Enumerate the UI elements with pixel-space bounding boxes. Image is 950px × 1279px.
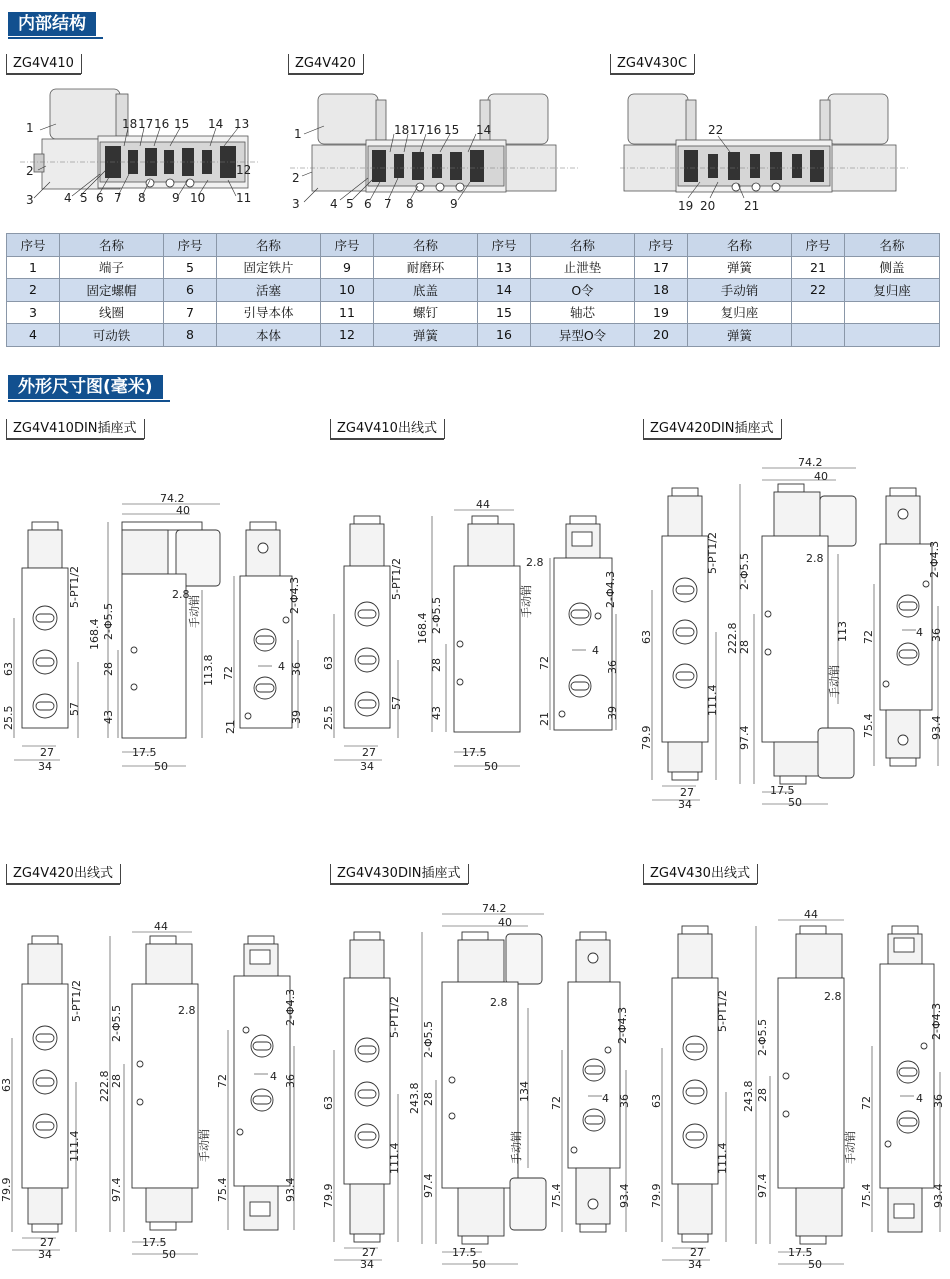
dim-w34: 34 [688, 1258, 702, 1271]
dim-d55: 2-Φ5.5 [756, 1018, 769, 1056]
table-cell: 耐磨环 [374, 256, 478, 279]
section-title-internal: 内部结构 [8, 12, 96, 36]
callout-6: 6 [96, 191, 104, 205]
dim-h72: 72 [216, 1074, 229, 1088]
table-cell: 固定螺帽 [60, 279, 164, 302]
callout-21: 21 [744, 199, 760, 213]
dim-drawing-zg4v410-din [0, 490, 318, 780]
model-tag-zg4v420-wire: ZG4V420出线式 [6, 864, 121, 884]
table-cell: 轴芯 [531, 301, 635, 324]
dim-h28: 28 [422, 1092, 435, 1106]
dim-w34: 34 [38, 1248, 52, 1261]
table-cell: 端子 [60, 256, 164, 279]
table-cell: 1 [7, 256, 60, 279]
dim-d43: 2-Φ4.3 [930, 1002, 943, 1040]
dim-h28: 28 [738, 640, 751, 654]
dim-d55: 2-Φ5.5 [422, 1020, 435, 1058]
dim-manual: 手动销 [188, 595, 201, 628]
table-cell: 11 [321, 301, 374, 324]
dim-port: 5-PT1/2 [706, 531, 719, 574]
dim-h934: 93.4 [932, 1183, 945, 1208]
dim-h934: 93.4 [284, 1177, 297, 1202]
callout-7: 7 [114, 191, 122, 205]
dim-h1114: 111.4 [716, 1142, 729, 1174]
dim-h43: 43 [430, 706, 443, 720]
table-cell: 9 [321, 256, 374, 279]
dim-d28: 2.8 [806, 552, 824, 565]
dim-h754: 75.4 [860, 1183, 873, 1208]
dim-drawing-zg4v420-din [640, 454, 950, 809]
table-header: 序号 [478, 234, 531, 257]
dim-h36: 36 [290, 662, 303, 676]
table-cell: 固定铁片 [217, 256, 321, 279]
dim-drawing-zg4v430-wire [640, 898, 950, 1270]
dim-w40: 40 [176, 504, 190, 517]
callout-8: 8 [138, 191, 146, 205]
callout-18: 18 [394, 123, 410, 137]
callout-20: 20 [700, 199, 716, 213]
dim-w27: 27 [690, 1246, 704, 1259]
callout-10: 10 [190, 191, 206, 205]
dim-d28: 2.8 [526, 556, 544, 569]
dim-h63: 63 [322, 1096, 335, 1110]
table-row [7, 256, 940, 279]
dim-h1684: 168.4 [416, 612, 429, 644]
table-cell: 弹簧 [374, 324, 478, 347]
dim-h72: 72 [538, 656, 551, 670]
callout-17: 17 [138, 117, 154, 131]
table-cell: 22 [792, 279, 845, 302]
dim-port: 5-PT1/2 [70, 979, 83, 1022]
dim-h1114: 111.4 [68, 1130, 81, 1162]
table-header: 序号 [321, 234, 374, 257]
dim-w27: 27 [680, 786, 694, 799]
dim-w40: 40 [498, 916, 512, 929]
table-cell [845, 301, 940, 324]
dim-w4: 4 [602, 1092, 609, 1105]
dim-d28: 2.8 [490, 996, 508, 1009]
callout-12: 12 [236, 163, 252, 177]
dim-h28: 28 [102, 662, 115, 676]
dim-port: 5-PT1/2 [68, 565, 81, 608]
table-cell: 活塞 [217, 279, 321, 302]
callout-16: 16 [426, 123, 442, 137]
table-cell: 15 [478, 301, 531, 324]
table-cell: 引导本体 [217, 301, 321, 324]
table-cell: 5 [164, 256, 217, 279]
dim-w175: 17.5 [142, 1236, 167, 1249]
callout-14: 14 [208, 117, 224, 131]
dim-h63: 63 [2, 662, 15, 676]
dim-w50: 50 [484, 760, 498, 773]
callout-9: 9 [450, 197, 458, 211]
dim-w742: 74.2 [160, 492, 185, 505]
callout-22: 22 [708, 123, 724, 137]
table-cell: 6 [164, 279, 217, 302]
dim-d43: 2-Φ4.3 [288, 576, 301, 614]
dim-h25: 25.5 [322, 705, 335, 730]
dim-h113: 113 [836, 621, 849, 642]
table-cell [845, 324, 940, 347]
callout-17: 17 [410, 123, 426, 137]
table-cell: 16 [478, 324, 531, 347]
model-tag-zg4v430c: ZG4V430C [610, 54, 695, 74]
dim-h799: 79.9 [640, 725, 653, 750]
dim-h1114: 111.4 [388, 1142, 401, 1174]
table-cell: 10 [321, 279, 374, 302]
callout-8: 8 [406, 197, 414, 211]
table-row [7, 279, 940, 302]
dim-w4: 4 [278, 660, 285, 673]
dim-d55: 2-Φ5.5 [102, 602, 115, 640]
table-cell: 止泄垫 [531, 256, 635, 279]
table-cell: 复归座 [688, 301, 792, 324]
dim-h39: 39 [606, 706, 619, 720]
model-tag-zg4v430-din: ZG4V430DIN插座式 [330, 864, 469, 884]
dim-drawing-zg4v420-wire [0, 912, 318, 1262]
dim-h36: 36 [932, 1094, 945, 1108]
dim-d28: 2.8 [178, 1004, 196, 1017]
dim-h754: 75.4 [862, 713, 875, 738]
dim-w27: 27 [40, 1236, 54, 1249]
dim-drawing-zg4v430-din [322, 898, 638, 1270]
model-tag-zg4v420-din: ZG4V420DIN插座式 [643, 419, 782, 439]
dim-w50: 50 [162, 1248, 176, 1261]
dim-h72: 72 [222, 666, 235, 680]
table-cell: 17 [635, 256, 688, 279]
table-cell: 13 [478, 256, 531, 279]
dim-w175: 17.5 [788, 1246, 813, 1259]
dim-h25: 25.5 [2, 705, 15, 730]
dim-h799: 79.9 [0, 1177, 13, 1202]
dim-h974: 97.4 [110, 1177, 123, 1202]
dim-d55: 2-Φ5.5 [738, 552, 751, 590]
callout-11: 11 [236, 191, 252, 205]
dim-h1684: 168.4 [88, 618, 101, 650]
dim-d28: 2.8 [824, 990, 842, 1003]
parts-table [6, 233, 940, 347]
dim-h799: 79.9 [650, 1183, 663, 1208]
callout-5: 5 [80, 191, 88, 205]
callout-2: 2 [26, 164, 34, 178]
table-row [7, 324, 940, 347]
table-cell: 线圈 [60, 301, 164, 324]
dim-h2228: 222.8 [98, 1070, 111, 1102]
table-cell: 弹簧 [688, 324, 792, 347]
table-header: 名称 [60, 234, 164, 257]
table-cell: 底盖 [374, 279, 478, 302]
dim-h39: 39 [290, 710, 303, 724]
dim-w4: 4 [270, 1070, 277, 1083]
dim-h1114: 111.4 [706, 684, 719, 716]
dim-w27: 27 [40, 746, 54, 759]
table-header-row [7, 234, 940, 257]
callout-3: 3 [26, 193, 34, 207]
dim-w50: 50 [472, 1258, 486, 1271]
dim-w50: 50 [788, 796, 802, 809]
table-cell: 19 [635, 301, 688, 324]
dim-w742: 74.2 [482, 902, 507, 915]
dim-d55: 2-Φ5.5 [110, 1004, 123, 1042]
dim-w175: 17.5 [770, 784, 795, 797]
dim-h754: 75.4 [216, 1177, 229, 1202]
dim-manual: 手动销 [198, 1129, 211, 1162]
dim-manual: 手动销 [510, 1131, 523, 1164]
table-header: 序号 [164, 234, 217, 257]
callout-7: 7 [384, 197, 392, 211]
callout-3: 3 [292, 197, 300, 211]
dim-h754: 75.4 [550, 1183, 563, 1208]
dim-h36: 36 [606, 660, 619, 674]
dim-h72: 72 [860, 1096, 873, 1110]
table-cell: 本体 [217, 324, 321, 347]
dim-h2228: 222.8 [726, 622, 739, 654]
table-cell: 可动铁 [60, 324, 164, 347]
dim-h28: 28 [430, 658, 443, 672]
table-cell: 12 [321, 324, 374, 347]
callout-1: 1 [26, 121, 34, 135]
table-cell: 18 [635, 279, 688, 302]
dim-h57: 57 [68, 702, 81, 716]
dim-h21: 21 [538, 712, 551, 726]
dim-w50: 50 [154, 760, 168, 773]
dim-port: 5-PT1/2 [716, 989, 729, 1032]
table-cell: O令 [531, 279, 635, 302]
dim-w50: 50 [808, 1258, 822, 1271]
table-header: 序号 [792, 234, 845, 257]
dim-d43: 2-Φ4.3 [616, 1006, 629, 1044]
dim-h974: 97.4 [422, 1173, 435, 1198]
dim-h36: 36 [618, 1094, 631, 1108]
table-header: 名称 [217, 234, 321, 257]
table-cell: 3 [7, 301, 60, 324]
dim-d43: 2-Φ4.3 [928, 540, 941, 578]
dim-w4: 4 [592, 644, 599, 657]
table-cell [792, 324, 845, 347]
dim-h21: 21 [224, 720, 237, 734]
dim-h63: 63 [322, 656, 335, 670]
dim-h134: 134 [518, 1081, 531, 1102]
model-tag-zg4v410: ZG4V410 [6, 54, 82, 74]
table-header: 名称 [531, 234, 635, 257]
callout-4: 4 [64, 191, 72, 205]
table-header: 序号 [635, 234, 688, 257]
dim-drawing-zg4v410-wire [322, 490, 632, 780]
table-cell: 21 [792, 256, 845, 279]
dim-w34: 34 [360, 1258, 374, 1271]
dim-w4: 4 [916, 626, 923, 639]
table-cell: 2 [7, 279, 60, 302]
dim-h2438: 243.8 [408, 1082, 421, 1114]
dim-manual: 手动销 [844, 1131, 857, 1164]
table-cell: 20 [635, 324, 688, 347]
dim-h57: 57 [390, 696, 403, 710]
callout-16: 16 [154, 117, 170, 131]
dim-h72: 72 [862, 630, 875, 644]
dim-d28: 2.8 [172, 588, 190, 601]
dim-h2438: 243.8 [742, 1080, 755, 1112]
zg4v430c-section-diagram [620, 90, 920, 212]
dim-w4: 4 [916, 1092, 923, 1105]
callout-14: 14 [476, 123, 492, 137]
callout-15: 15 [174, 117, 190, 131]
table-cell: 弹簧 [688, 256, 792, 279]
dim-w34: 34 [38, 760, 52, 773]
model-tag-zg4v420: ZG4V420 [288, 54, 364, 74]
dim-manual: 手动销 [828, 665, 841, 698]
table-cell: 手动销 [688, 279, 792, 302]
dim-port: 5-PT1/2 [390, 557, 403, 600]
table-header: 序号 [7, 234, 60, 257]
dim-w44: 44 [476, 498, 490, 511]
dim-port: 5-PT1/2 [388, 995, 401, 1038]
model-tag-zg4v410-wire: ZG4V410出线式 [330, 419, 445, 439]
dim-h28: 28 [110, 1074, 123, 1088]
dim-d55: 2-Φ5.5 [430, 596, 443, 634]
table-cell: 7 [164, 301, 217, 324]
table-header: 名称 [374, 234, 478, 257]
dim-w27: 27 [362, 746, 376, 759]
dim-d43: 2-Φ4.3 [284, 988, 297, 1026]
dim-h974: 97.4 [738, 725, 751, 750]
dim-h934: 93.4 [618, 1183, 631, 1208]
table-cell: 8 [164, 324, 217, 347]
dim-w34: 34 [360, 760, 374, 773]
table-cell: 14 [478, 279, 531, 302]
dim-w175: 17.5 [452, 1246, 477, 1259]
table-cell: 4 [7, 324, 60, 347]
dim-w44: 44 [804, 908, 818, 921]
dim-d43: 2-Φ4.3 [604, 570, 617, 608]
dim-w742: 74.2 [798, 456, 823, 469]
callout-18: 18 [122, 117, 138, 131]
dim-h43: 43 [102, 710, 115, 724]
callout-2: 2 [292, 171, 300, 185]
table-row [7, 301, 940, 324]
dim-h63: 63 [640, 630, 653, 644]
zg4v410-section-diagram [20, 84, 270, 209]
callout-9: 9 [172, 191, 180, 205]
dim-w34: 34 [678, 798, 692, 811]
dim-h934: 93.4 [930, 715, 943, 740]
callout-15: 15 [444, 123, 460, 137]
callout-1: 1 [294, 127, 302, 141]
table-header: 名称 [688, 234, 792, 257]
dim-h974: 97.4 [756, 1173, 769, 1198]
dim-h36: 36 [284, 1074, 297, 1088]
dim-h63: 63 [650, 1094, 663, 1108]
table-header: 名称 [845, 234, 940, 257]
table-cell [792, 301, 845, 324]
table-cell: 螺钉 [374, 301, 478, 324]
callout-13: 13 [234, 117, 250, 131]
callout-4: 4 [330, 197, 338, 211]
table-cell: 复归座 [845, 279, 940, 302]
dim-w44: 44 [154, 920, 168, 933]
model-tag-zg4v410-din: ZG4V410DIN插座式 [6, 419, 145, 439]
dim-manual: 手动销 [520, 585, 533, 618]
dim-w175: 17.5 [462, 746, 487, 759]
table-cell: 异型O令 [531, 324, 635, 347]
section-title-dimensions: 外形尺寸图(毫米) [8, 375, 163, 399]
dim-h28: 28 [756, 1088, 769, 1102]
callout-5: 5 [346, 197, 354, 211]
dim-h36: 36 [930, 628, 943, 642]
zg4v420-section-diagram [290, 90, 590, 212]
dim-h63: 63 [0, 1078, 13, 1092]
callout-6: 6 [364, 197, 372, 211]
dim-h799: 79.9 [322, 1183, 335, 1208]
dim-w27: 27 [362, 1246, 376, 1259]
table-cell: 侧盖 [845, 256, 940, 279]
dim-w40: 40 [814, 470, 828, 483]
model-tag-zg4v430-wire: ZG4V430出线式 [643, 864, 758, 884]
dim-h1138: 113.8 [202, 654, 215, 686]
dim-h72: 72 [550, 1096, 563, 1110]
dim-w175: 17.5 [132, 746, 157, 759]
callout-19: 19 [678, 199, 694, 213]
